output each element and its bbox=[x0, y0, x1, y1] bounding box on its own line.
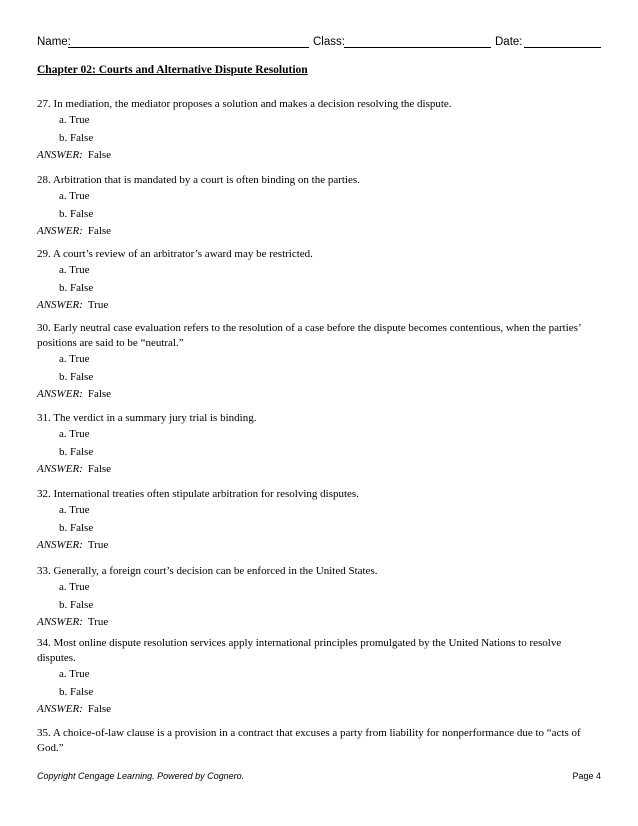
answer-option: b. False bbox=[59, 445, 94, 458]
answer-option: b. False bbox=[59, 281, 94, 294]
question-stem: 31. The verdict in a summary jury trial is binding. bbox=[37, 412, 257, 424]
answer-option: a. True bbox=[59, 668, 90, 680]
answer-value: False bbox=[87, 225, 112, 237]
question-stem: 30. Early neutral case evaluation refers to the resolution of a case before the dispute becomes contentious, when the parties’ positions are said to be “neutral.” bbox=[37, 322, 581, 349]
answer-option: b. False bbox=[59, 131, 94, 144]
answer-option: a. True bbox=[59, 264, 90, 276]
answer-option: b. False bbox=[59, 370, 94, 383]
question-block bbox=[37, 564, 602, 632]
question-stem: 28. Arbitration that is mandated by a court is often binding on the parties. bbox=[37, 174, 360, 186]
answer-value: True bbox=[87, 299, 109, 311]
question-block bbox=[37, 726, 602, 756]
question-stem: 35. A choice-of-law clause is a provision in a contract that excuses a party from liability for nonperformance due to “acts of God.” bbox=[37, 727, 581, 754]
answer-line bbox=[37, 701, 602, 719]
answer-option: b. False bbox=[59, 521, 94, 534]
answer-label: ANSWER: bbox=[37, 149, 83, 161]
answer-option: a. True bbox=[59, 114, 90, 126]
answer-line bbox=[37, 614, 602, 632]
question-block bbox=[37, 487, 602, 555]
student-info-header bbox=[37, 34, 601, 50]
answer-value: False bbox=[87, 463, 112, 475]
answer-line bbox=[37, 386, 602, 404]
question-block bbox=[37, 411, 602, 479]
answer-option: b. False bbox=[59, 685, 94, 698]
answer-value: False bbox=[87, 388, 112, 400]
name-blank-line bbox=[68, 47, 309, 48]
question-stem: 32. International treaties often stipulate arbitration for resolving disputes. bbox=[37, 488, 359, 500]
question-stem: 33. Generally, a foreign court’s decision can be enforced in the United States. bbox=[37, 565, 378, 577]
answer-label: ANSWER: bbox=[37, 225, 83, 237]
answer-value: False bbox=[87, 703, 112, 715]
answer-option: a. True bbox=[59, 190, 90, 202]
copyright-text: Copyright Cengage Learning. Powered by Cognero. bbox=[37, 771, 245, 781]
answer-option: a. True bbox=[59, 504, 90, 516]
answer-label: ANSWER: bbox=[37, 388, 83, 400]
answer-value: True bbox=[87, 539, 109, 551]
answer-label: ANSWER: bbox=[37, 616, 83, 628]
name-label: Name: bbox=[37, 36, 71, 48]
class-blank-line bbox=[344, 47, 491, 48]
answer-line bbox=[37, 297, 602, 315]
question-block bbox=[37, 636, 602, 719]
answer-option: b. False bbox=[59, 207, 94, 220]
answer-label: ANSWER: bbox=[37, 299, 83, 311]
date-label: Date: bbox=[495, 36, 523, 48]
page-footer bbox=[37, 768, 601, 784]
chapter-title: Chapter 02: Courts and Alternative Dispute Resolution bbox=[37, 64, 308, 76]
answer-line bbox=[37, 537, 602, 555]
question-block bbox=[37, 247, 602, 315]
answer-option: b. False bbox=[59, 598, 94, 611]
answer-value: True bbox=[87, 616, 109, 628]
date-blank-line bbox=[524, 47, 601, 48]
question-block bbox=[37, 97, 602, 165]
class-label: Class: bbox=[313, 36, 345, 48]
answer-label: ANSWER: bbox=[37, 539, 83, 551]
question-block bbox=[37, 321, 602, 404]
answer-line bbox=[37, 461, 602, 479]
question-stem: 34. Most online dispute resolution services apply international principles promulgated by the United Nations to resolve disputes. bbox=[37, 637, 562, 664]
answer-option: a. True bbox=[59, 581, 90, 593]
answer-label: ANSWER: bbox=[37, 703, 83, 715]
question-block bbox=[37, 173, 602, 241]
answer-value: False bbox=[87, 149, 112, 161]
answer-label: ANSWER: bbox=[37, 463, 83, 475]
question-stem: 29. A court’s review of an arbitrator’s award may be restricted. bbox=[37, 248, 313, 260]
answer-option: a. True bbox=[59, 353, 90, 365]
page-number: Page 4 bbox=[572, 771, 601, 781]
answer-option: a. True bbox=[59, 428, 90, 440]
question-stem: 27. In mediation, the mediator proposes a solution and makes a decision resolving the dispute. bbox=[37, 98, 452, 110]
answer-line bbox=[37, 147, 602, 165]
answer-line bbox=[37, 223, 602, 241]
